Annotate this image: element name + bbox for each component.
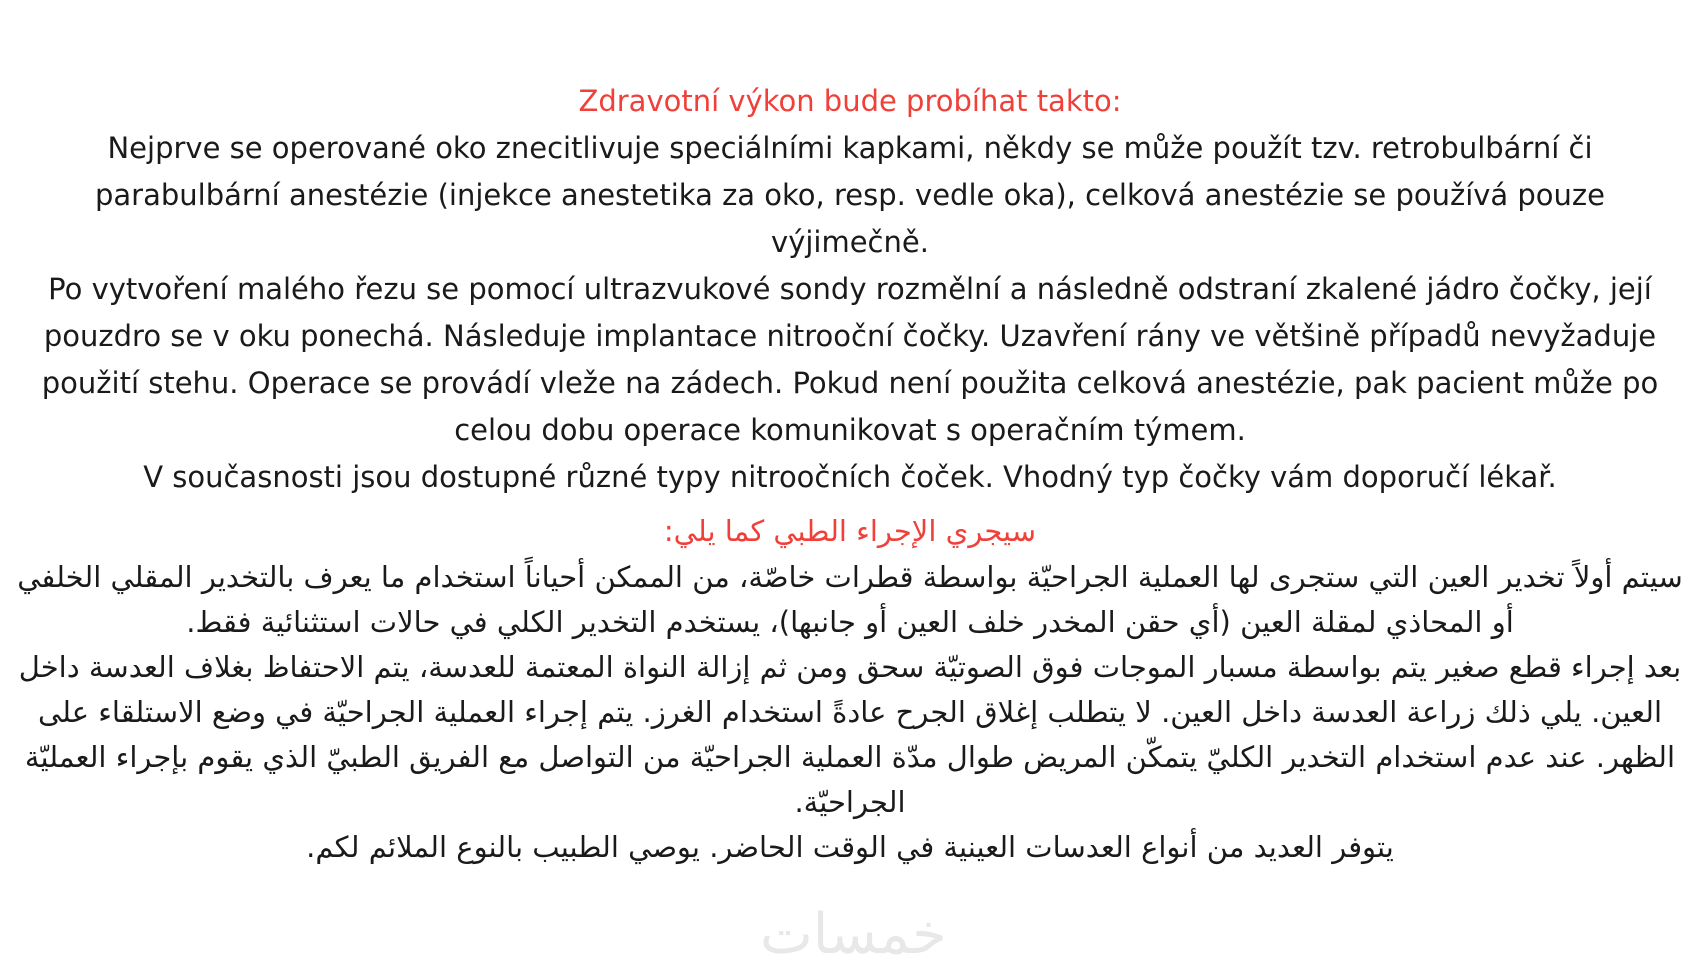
czech-heading: Zdravotní výkon bude probíhat takto: — [578, 84, 1122, 118]
khamsat-watermark: خمسات — [760, 902, 947, 967]
arabic-paragraph-procedure: بعد إجراء قطع صغير يتم بواسطة مسبار الموجات فوق الصوتيّة سحق ومن ثم إزالة النواة المعتمة للعدسة، يتم الاحتفاظ بغلاف العدسة داخل العين. يلي ذلك زراعة العدسة داخل العين. لا يتطلب إغلاق الجرح عادةً استخدام الغرز. يتم إجراء العملية الجراحيّة في وضع الاستلقاء على الظهر. عند عدم استخدام التخدير الكليّ يتمكّن المريض طوال مدّة العملية الجراحيّة من التواصل مع الفريق الطبيّ الذي يقوم بإجراء العمليّة الجراحيّة. — [18, 650, 1682, 819]
czech-paragraph-procedure: Po vytvoření malého řezu se pomocí ultrazvukové sondy rozmělní a následně odstraní zkalené jádro čočky, její pouzdro se v oku ponechá. Následuje implantace nitrooční čočky. Uzavření rány ve většině případů nevyžaduje použití stehu. Operace se provádí vleže na zádech. Pokud není použita celková anestézie, pak pacient může po celou dobu operace komunikovat s operačním týmem. — [41, 272, 1659, 447]
czech-section — [12, 78, 1688, 501]
arabic-heading: سيجري الإجراء الطبي كما يلي: — [663, 514, 1037, 548]
czech-paragraph-lens-types: V současnosti jsou dostupné různé typy nitroočních čoček. Vhodný typ čočky vám doporučí lékař. — [143, 460, 1557, 494]
czech-paragraph-anesthesia: Nejprve se operované oko znecitlivuje speciálními kapkami, někdy se může použít tzv. retrobulbární či parabulbární anestézie (injekce anestetika za oko, resp. vedle oka), celková anestézie se používá pouze výjimečně. — [94, 131, 1605, 259]
arabic-paragraph-anesthesia: سيتم أولاً تخدير العين التي ستجرى لها العملية الجراحيّة بواسطة قطرات خاصّة، من الممكن أحياناً استخدام ما يعرف بالتخدير المقلي الخلفي أو المحاذي لمقلة العين (أي حقن المخدر خلف العين أو جانبها)، يستخدم التخدير الكلي في حالات استثنائية فقط. — [17, 560, 1683, 639]
arabic-paragraph-lens-types: يتوفر العديد من أنواع العدسات العينية في الوقت الحاضر. يوصي الطبيب بالنوع الملائم لكم. — [306, 830, 1394, 864]
arabic-section — [12, 508, 1688, 870]
